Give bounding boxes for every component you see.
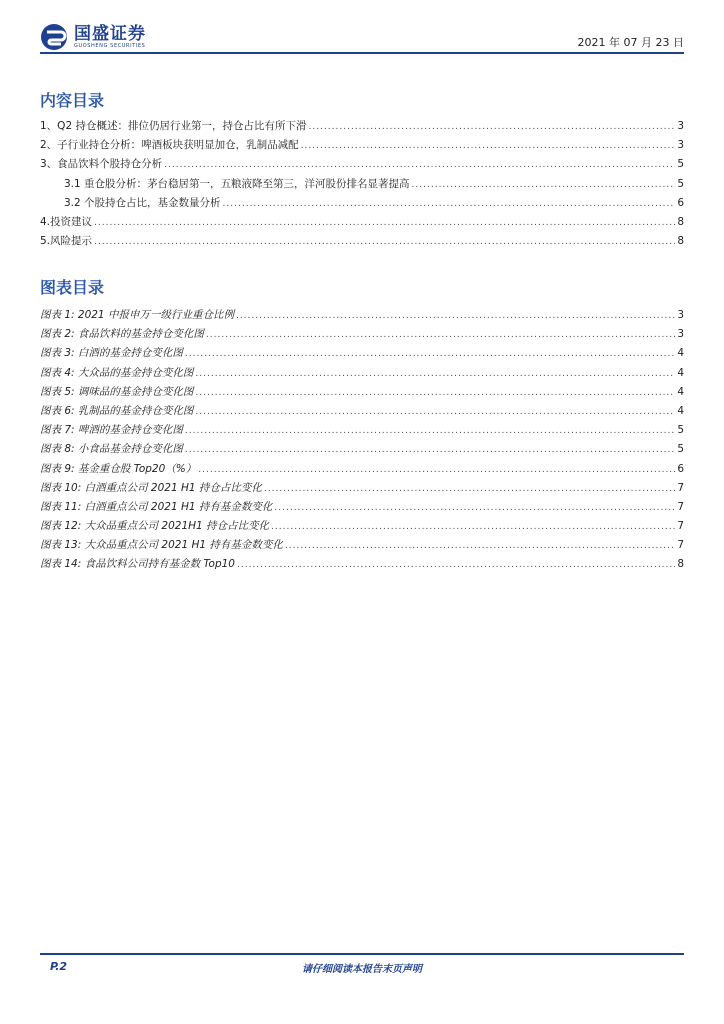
toc-entry-label: 图表 4: 大众品的基金持仓变化图 [40,366,194,379]
toc-leader-dots [195,407,675,417]
toc-entry-label: 图表 2: 食品饮料的基金持仓变化图 [40,328,204,341]
toc-leader-dots [285,541,675,551]
toc-entry[interactable] [40,518,684,537]
toc-leader-dots [264,484,675,494]
toc-entry[interactable] [40,137,684,156]
toc-leader-dots [185,349,675,359]
toc-entry-label: 3.2 个股持仓占比，基金数量分析 [64,196,221,209]
toc-entry-page: 3 [677,120,684,132]
toc-entry-page: 3 [677,309,684,321]
toc-entry-page: 8 [677,558,684,571]
toc-entry-label: 2、子行业持仓分析：啤酒板块获明显加仓，乳制品减配 [40,139,299,152]
toc-entry[interactable] [40,195,684,214]
toc-leader-dots [185,445,675,455]
toc-entry[interactable] [40,499,684,518]
toc-entry[interactable] [40,233,684,252]
brand-name-cn: 国盛证券 [74,23,146,44]
toc-entry-page: 5 [677,443,684,456]
toc-entry[interactable] [40,556,684,575]
toc-entry[interactable] [40,537,684,556]
toc-entry-page: 4 [677,385,684,398]
toc-entry[interactable] [40,156,684,175]
toc-leader-dots [164,160,675,170]
toc-entry[interactable] [40,365,684,384]
toc-entry-label: 图表 9: 基金重仓股 Top20（%） [40,462,197,475]
toc-entry-page: 5 [677,177,684,190]
logo-mark-icon [40,23,68,51]
toc-entry[interactable] [40,441,684,460]
figures-list [40,307,684,576]
toc-leader-dots [198,465,675,475]
toc-leader-dots [223,199,676,209]
toc-entry-label: 图表 7: 啤酒的基金持仓变化图 [40,424,183,437]
toc-entry-label: 图表 12: 大众品重点公司 2021H1 持仓占比变化 [40,520,270,533]
footer-divider [40,953,684,955]
toc-entry-page: 4 [677,366,684,379]
page-number: P.2 [50,960,68,973]
toc-entry-page: 3 [677,139,684,152]
toc-leader-dots [308,122,675,132]
toc-entry[interactable] [40,176,684,195]
toc-leader-dots [94,237,675,247]
toc-entry-label: 图表 8: 小食品基金持仓变化图 [40,443,183,456]
company-logo [40,22,146,52]
toc-entry-label: 图表 3: 白酒的基金持仓变化图 [40,347,183,360]
toc-entry-label: 3.1 重仓股分析：茅台稳居第一，五粮液降至第三，洋河股份排名显著提高 [64,177,410,190]
toc-entry-page: 6 [677,196,684,209]
toc-leader-dots [412,180,676,190]
toc-entry-page: 7 [677,539,684,552]
toc-leader-dots [206,330,675,340]
toc-entry-page: 7 [677,500,684,513]
toc-leader-dots [236,311,675,321]
report-date: 2021 年 07 月 23 日 [577,36,684,49]
toc-entry-label: 图表 11: 白酒重点公司 2021 H1 持有基金数变化 [40,500,273,513]
header-divider [40,52,684,54]
toc-entry[interactable] [40,214,684,233]
toc-entry-label: 1、Q2 持仓概述：排位仍居行业第一，持仓占比有所下滑 [40,120,307,132]
toc-entry-page: 5 [677,424,684,437]
toc-entry-label: 图表 14: 食品饮料公司持有基金数 Top10 [40,558,235,571]
toc-entry-page: 6 [677,462,684,475]
toc-leader-dots [185,426,675,436]
page-header [40,22,684,54]
toc-entry-page: 5 [677,158,684,171]
toc-entry[interactable] [40,480,684,499]
toc-entry[interactable] [40,345,684,364]
toc-entry-label: 图表 13: 大众品重点公司 2021 H1 持有基金数变化 [40,539,283,552]
toc-entry-page: 4 [677,404,684,417]
toc-entry[interactable] [40,326,684,345]
disclaimer-note: 请仔细阅读本报告末页声明 [302,964,422,975]
toc-leader-dots [271,522,675,532]
toc-entry[interactable] [40,461,684,480]
toc-entry[interactable] [40,422,684,441]
figures-title: 图表目录 [40,278,105,297]
toc-entry-label: 5.风险提示 [40,235,93,248]
toc-entry[interactable] [40,384,684,403]
toc-entry-page: 8 [677,215,684,228]
toc-entry-page: 4 [677,347,684,360]
toc-leader-dots [301,141,676,151]
toc-entry-label: 图表 5: 调味品的基金持仓变化图 [40,385,194,398]
toc-leader-dots [94,218,675,228]
toc-entry[interactable] [40,307,684,326]
toc-entry-label: 图表 1: 2021 中报申万一级行业重仓比例 [40,309,234,321]
toc-entry-label: 图表 10: 白酒重点公司 2021 H1 持仓占比变化 [40,481,262,494]
toc-entry-label: 4.投资建议 [40,215,93,228]
brand-name-en: GUOSHENG SECURITIES [74,42,146,49]
contents-list [40,118,684,252]
toc-leader-dots [195,369,675,379]
toc-entry-label: 3、食品饮料个股持仓分析 [40,158,163,171]
toc-entry[interactable] [40,118,684,137]
toc-entry-label: 图表 6: 乳制品的基金持仓变化图 [40,404,194,417]
toc-entry-page: 3 [677,328,684,341]
toc-leader-dots [195,388,675,398]
toc-entry[interactable] [40,403,684,422]
contents-title: 内容目录 [40,91,105,110]
toc-leader-dots [274,503,675,513]
toc-entry-page: 8 [677,235,684,248]
toc-leader-dots [237,560,675,570]
toc-entry-page: 7 [677,520,684,533]
toc-entry-page: 7 [677,481,684,494]
